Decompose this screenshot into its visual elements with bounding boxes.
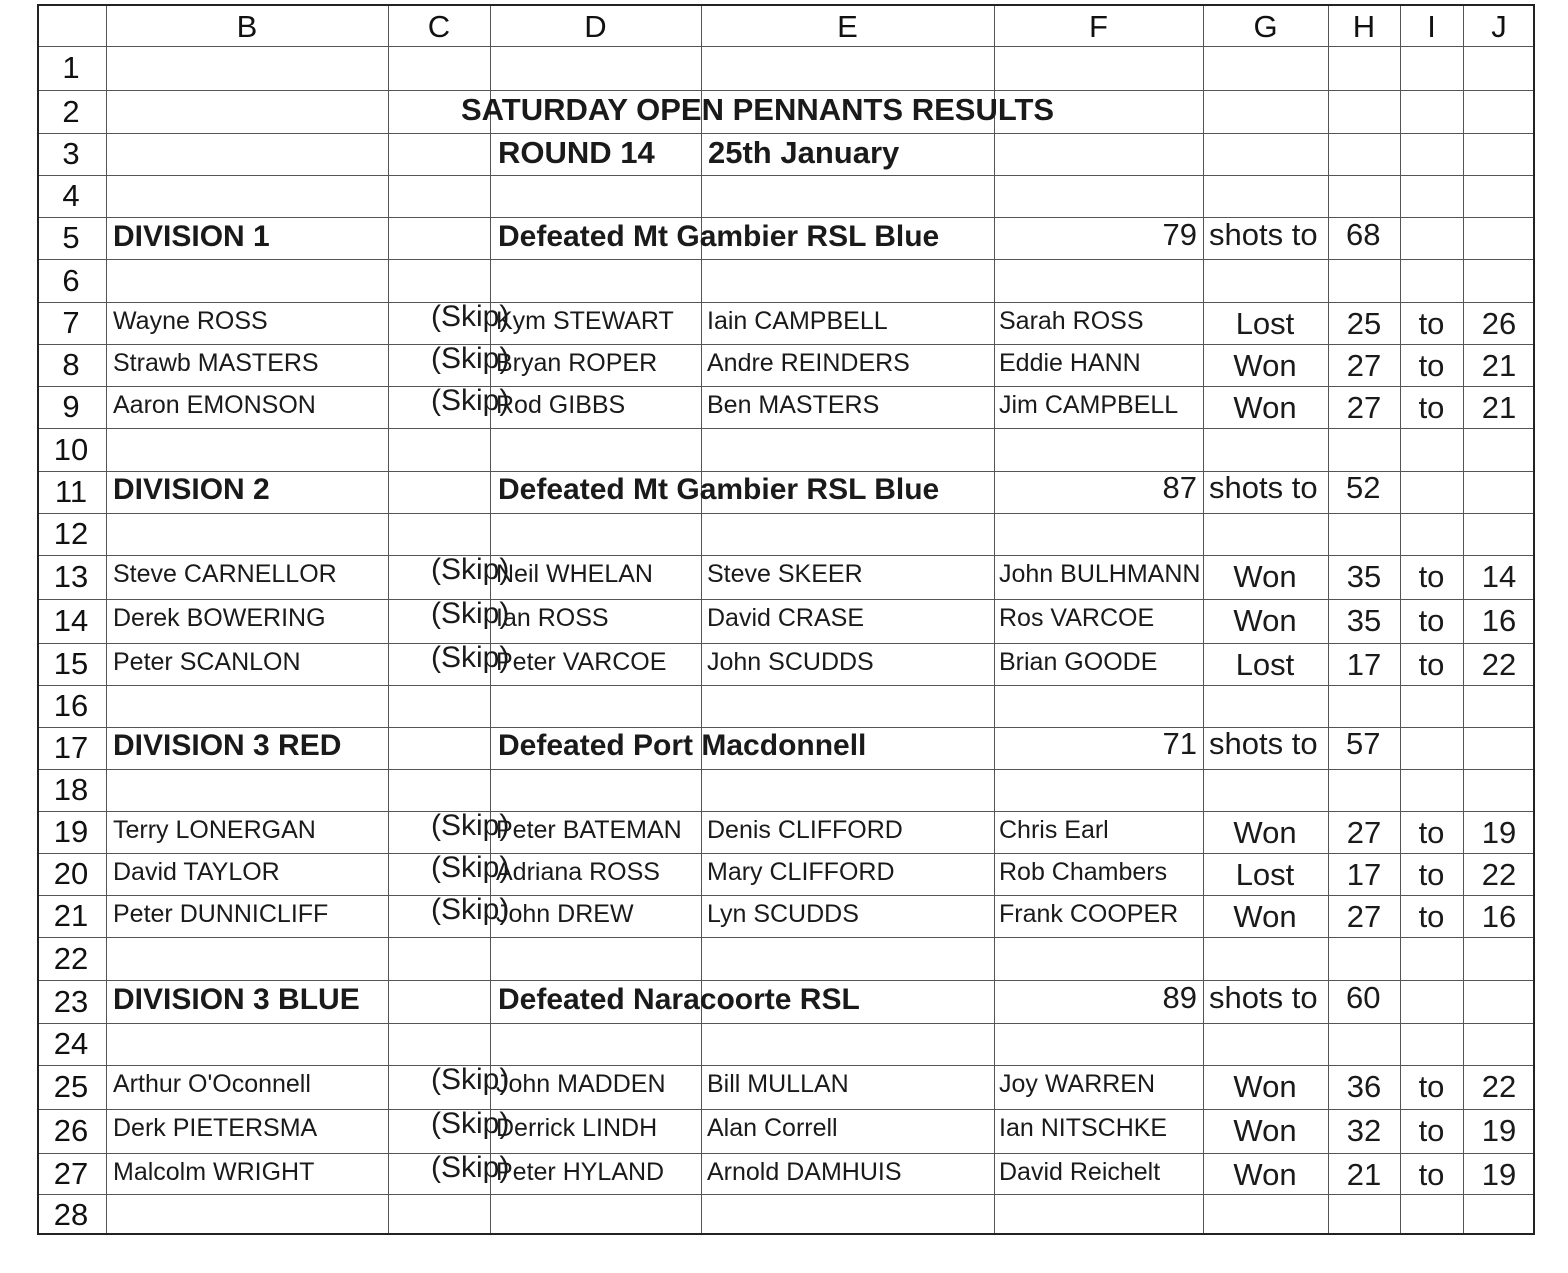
third-player: Bill MULLAN	[707, 1070, 849, 1098]
column-header-c[interactable]: C	[427, 9, 451, 44]
skip-player: Terry LONERGAN	[113, 816, 316, 844]
sheet-title: SATURDAY OPEN PENNANTS RESULTS	[461, 92, 1055, 127]
score-against: 16	[1481, 603, 1517, 638]
second-player: Kym STEWART	[496, 307, 674, 335]
skip-player: Arthur O'Oconnell	[113, 1070, 311, 1098]
round-date: 25th January	[708, 135, 900, 170]
row-header[interactable]: 16	[53, 688, 89, 723]
third-player: Denis CLIFFORD	[707, 816, 903, 844]
skip-player: Malcolm WRIGHT	[113, 1158, 315, 1186]
lead-player: Jim CAMPBELL	[999, 391, 1179, 419]
lead-player: Eddie HANN	[999, 349, 1141, 377]
row-header[interactable]: 10	[53, 432, 89, 467]
score-for: 35	[1346, 603, 1382, 638]
score-to: to	[1418, 559, 1445, 594]
score-for: 35	[1346, 559, 1382, 594]
lead-player: Rob Chambers	[999, 858, 1168, 886]
division-result: Defeated Port Macdonnell	[498, 729, 867, 762]
column-header-b[interactable]: B	[236, 9, 258, 44]
row-header[interactable]: 23	[53, 984, 89, 1019]
rink-result: Won	[1233, 1157, 1297, 1192]
row-header[interactable]: 7	[62, 305, 80, 340]
row-header[interactable]: 15	[53, 646, 89, 681]
division-result: Defeated Naracoorte RSL	[498, 983, 860, 1016]
second-player: Bryan ROPER	[496, 349, 658, 377]
second-player: Ian ROSS	[496, 604, 609, 632]
skip-tag: (Skip)	[431, 300, 510, 333]
rink-result: Won	[1233, 390, 1297, 425]
row-header[interactable]: 26	[53, 1113, 89, 1148]
division-name: DIVISION 3 BLUE	[113, 983, 360, 1016]
score-against: 21	[1481, 348, 1517, 383]
shots-word: shots to	[1209, 217, 1318, 252]
skip-tag: (Skip)	[431, 1151, 510, 1184]
skip-tag: (Skip)	[431, 384, 510, 417]
row-header[interactable]: 17	[53, 730, 89, 765]
skip-tag: (Skip)	[431, 597, 510, 630]
row-header[interactable]: 3	[62, 136, 80, 171]
shots-against: 68	[1346, 217, 1381, 252]
score-against: 21	[1481, 390, 1517, 425]
score-for: 25	[1346, 306, 1382, 341]
rink-result: Lost	[1235, 857, 1295, 892]
third-player: Andre REINDERS	[707, 349, 910, 377]
skip-tag: (Skip)	[431, 342, 510, 375]
shots-for: 87	[1162, 470, 1197, 505]
lead-player: Brian GOODE	[999, 648, 1158, 676]
shots-for: 79	[1162, 217, 1197, 252]
shots-for: 89	[1162, 980, 1197, 1015]
division-name: DIVISION 1	[113, 220, 270, 253]
score-to: to	[1418, 348, 1445, 383]
second-player: Neil WHELAN	[496, 560, 653, 588]
rink-result: Won	[1233, 348, 1297, 383]
score-against: 19	[1481, 815, 1517, 850]
lead-player: David Reichelt	[999, 1158, 1161, 1186]
shots-for: 71	[1162, 726, 1197, 761]
score-to: to	[1418, 857, 1445, 892]
score-for: 27	[1346, 348, 1382, 383]
skip-player: Peter DUNNICLIFF	[113, 900, 329, 928]
score-against: 22	[1481, 857, 1517, 892]
score-for: 27	[1346, 899, 1382, 934]
row-header[interactable]: 21	[53, 898, 89, 933]
score-for: 32	[1346, 1113, 1382, 1148]
score-to: to	[1418, 899, 1445, 934]
division-name: DIVISION 3 RED	[113, 729, 342, 762]
skip-player: Steve CARNELLOR	[113, 560, 337, 588]
skip-tag: (Skip)	[431, 641, 510, 674]
row-header[interactable]: 9	[62, 389, 80, 424]
shots-against: 52	[1346, 470, 1381, 505]
lead-player: Ros VARCOE	[999, 604, 1155, 632]
spreadsheet	[37, 4, 1535, 1235]
row-header[interactable]: 28	[53, 1197, 89, 1232]
score-to: to	[1418, 390, 1445, 425]
third-player: Iain CAMPBELL	[707, 307, 888, 335]
shots-word: shots to	[1209, 726, 1318, 761]
row-header[interactable]: 24	[53, 1026, 89, 1061]
score-to: to	[1418, 306, 1445, 341]
score-for: 27	[1346, 815, 1382, 850]
second-player: Derrick LINDH	[496, 1114, 658, 1142]
division-result: Defeated Mt Gambier RSL Blue	[498, 473, 940, 506]
skip-player: Strawb MASTERS	[113, 349, 319, 377]
score-for: 27	[1346, 390, 1382, 425]
column-header-h[interactable]: H	[1352, 9, 1376, 44]
row-header[interactable]: 18	[53, 772, 89, 807]
row-header[interactable]: 27	[53, 1156, 89, 1191]
division-name: DIVISION 2	[113, 473, 270, 506]
second-player: Peter HYLAND	[496, 1158, 665, 1186]
column-header-j[interactable]: J	[1491, 9, 1507, 44]
score-for: 21	[1346, 1157, 1382, 1192]
lead-player: Frank COOPER	[999, 900, 1179, 928]
score-for: 36	[1346, 1069, 1382, 1104]
lead-player: Chris Earl	[999, 816, 1109, 844]
second-player: John DREW	[496, 900, 634, 928]
score-against: 19	[1481, 1113, 1517, 1148]
row-header[interactable]: 8	[62, 347, 80, 382]
rink-result: Won	[1233, 1069, 1297, 1104]
column-header-g[interactable]: G	[1253, 9, 1278, 44]
score-against: 26	[1481, 306, 1517, 341]
shots-word: shots to	[1209, 980, 1318, 1015]
row-header[interactable]: 1	[62, 50, 80, 85]
skip-player: Aaron EMONSON	[113, 391, 316, 419]
score-for: 17	[1346, 857, 1382, 892]
score-for: 17	[1346, 647, 1382, 682]
rink-result: Won	[1233, 1113, 1297, 1148]
second-player: John MADDEN	[496, 1070, 666, 1098]
row-header[interactable]: 12	[53, 516, 89, 551]
third-player: Mary CLIFFORD	[707, 858, 895, 886]
skip-tag: (Skip)	[431, 1107, 510, 1140]
score-to: to	[1418, 647, 1445, 682]
lead-player: Joy WARREN	[999, 1070, 1156, 1098]
round-label: ROUND 14	[498, 135, 655, 170]
third-player: David CRASE	[707, 604, 864, 632]
third-player: John SCUDDS	[707, 648, 874, 676]
skip-tag: (Skip)	[431, 553, 510, 586]
skip-tag: (Skip)	[431, 893, 510, 926]
third-player: Alan Correll	[707, 1114, 838, 1142]
skip-player: Derk PIETERSMA	[113, 1114, 318, 1142]
rink-result: Lost	[1235, 647, 1295, 682]
lead-player: Sarah ROSS	[999, 307, 1144, 335]
column-header-e[interactable]: E	[837, 9, 858, 44]
row-header[interactable]: 6	[62, 263, 80, 298]
score-against: 14	[1481, 559, 1517, 594]
row-header[interactable]: 14	[53, 603, 89, 638]
second-player: Peter BATEMAN	[496, 816, 682, 844]
score-against: 16	[1481, 899, 1517, 934]
row-header[interactable]: 11	[54, 474, 88, 509]
score-to: to	[1418, 1069, 1445, 1104]
rink-result: Won	[1233, 815, 1297, 850]
row-header[interactable]: 19	[53, 814, 89, 849]
row-header[interactable]: 13	[53, 559, 89, 594]
skip-player: Derek BOWERING	[113, 604, 326, 632]
column-header-f[interactable]: F	[1089, 9, 1108, 44]
score-to: to	[1418, 815, 1445, 850]
skip-tag: (Skip)	[431, 851, 510, 884]
second-player: Rod GIBBS	[496, 391, 626, 419]
score-to: to	[1418, 603, 1445, 638]
third-player: Ben MASTERS	[707, 391, 880, 419]
shots-against: 60	[1346, 980, 1381, 1015]
skip-tag: (Skip)	[431, 809, 510, 842]
skip-player: Wayne ROSS	[113, 307, 268, 335]
row-header[interactable]: 25	[53, 1069, 89, 1104]
second-player: Adriana ROSS	[496, 858, 660, 886]
score-against: 22	[1481, 647, 1517, 682]
skip-player: David TAYLOR	[113, 858, 280, 886]
division-result: Defeated Mt Gambier RSL Blue	[498, 220, 940, 253]
row-header[interactable]: 5	[62, 220, 80, 255]
third-player: Steve SKEER	[707, 560, 863, 588]
third-player: Lyn SCUDDS	[707, 900, 859, 928]
third-player: Arnold DAMHUIS	[707, 1158, 902, 1186]
second-player: Peter VARCOE	[496, 648, 667, 676]
score-against: 19	[1481, 1157, 1517, 1192]
score-against: 22	[1481, 1069, 1517, 1104]
row-header[interactable]: 2	[62, 94, 80, 129]
score-to: to	[1418, 1113, 1445, 1148]
column-header-i[interactable]: I	[1427, 9, 1436, 44]
lead-player: Ian NITSCHKE	[999, 1114, 1168, 1142]
shots-against: 57	[1346, 726, 1381, 761]
row-header[interactable]: 20	[53, 856, 89, 891]
lead-player: John BULHMANN	[999, 560, 1201, 588]
rink-result: Won	[1233, 899, 1297, 934]
row-header[interactable]: 4	[62, 178, 80, 213]
skip-tag: (Skip)	[431, 1063, 510, 1096]
score-to: to	[1418, 1157, 1445, 1192]
shots-word: shots to	[1209, 470, 1318, 505]
rink-result: Won	[1233, 603, 1297, 638]
skip-player: Peter SCANLON	[113, 648, 301, 676]
column-header-d[interactable]: D	[584, 9, 607, 44]
rink-result: Won	[1233, 559, 1297, 594]
row-header[interactable]: 22	[53, 941, 89, 976]
rink-result: Lost	[1235, 306, 1295, 341]
